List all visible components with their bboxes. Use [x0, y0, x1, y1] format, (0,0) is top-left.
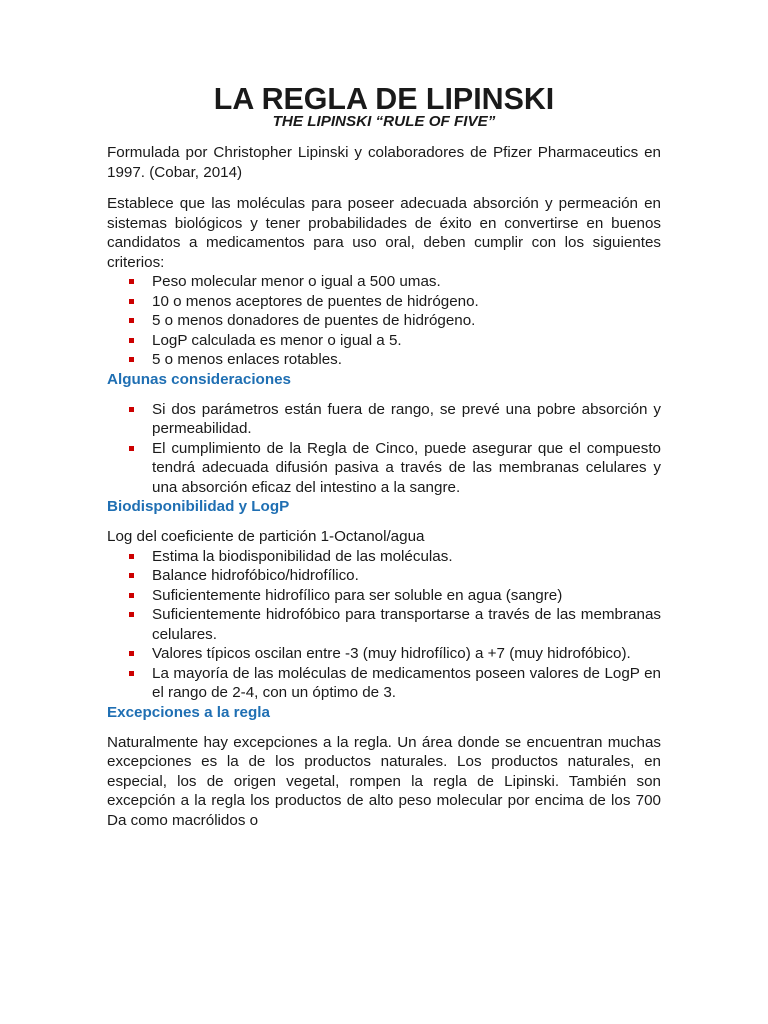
square-bullet-icon: [129, 407, 134, 412]
excepciones-paragraph: Naturalmente hay excepciones a la regla. Un área donde se encuentran muchas excepciones es la de los productos naturales. Los productos naturales, en especial, los de origen vegetal, rompen la regla de Lipinski. También son excepción a la regla los productos de alto peso molecular por encima de los 700 Da como macrólidos o: [107, 733, 661, 829]
criteria-list: [107, 272, 661, 370]
consideraciones-list: [107, 400, 661, 498]
list-item-text: 10 o menos aceptores de puentes de hidrógeno.: [152, 292, 479, 310]
list-item: [107, 547, 661, 567]
logp-definition: Log del coeficiente de partición 1-Octanol/agua: [107, 528, 425, 545]
list-item: [107, 644, 661, 664]
list-item: [107, 331, 661, 351]
list-item-text: Balance hidrofóbico/hidrofílico.: [152, 567, 359, 584]
document-subtitle: THE LIPINSKI “RULE OF FIVE”: [272, 113, 496, 130]
list-item: [107, 350, 661, 370]
square-bullet-icon: [129, 612, 134, 617]
list-item-text: La mayoría de las moléculas de medicamentos poseen valores de LogP en el rango de 2-4, con un óptimo de 3.: [152, 664, 661, 701]
section-heading-biodisponibilidad: Biodisponibilidad y LogP: [107, 498, 290, 515]
list-item-text: Suficientemente hidrofílico para ser soluble en agua (sangre): [152, 586, 563, 604]
list-item-text: LogP calculada es menor o igual a 5.: [152, 331, 402, 349]
list-item: [107, 400, 661, 439]
criteria-intro-paragraph: Establece que las moléculas para poseer adecuada absorción y permeación en sistemas biológicos y tener probabilidades de éxito en convertirse en buenos candidatos a medicamentos para uso oral, deben cumplir con los siguientes criterios:: [107, 195, 661, 271]
square-bullet-icon: [129, 554, 134, 559]
list-item-text: Estima la biodisponibilidad de las moléculas.: [152, 547, 453, 565]
list-item-text: El cumplimiento de la Regla de Cinco, puede asegurar que el compuesto tendrá adecuada difusión pasiva a través de las membranas celulares y una absorción eficaz del intestino a la sangre.: [152, 439, 661, 496]
intro-paragraph: Formulada por Christopher Lipinski y colaboradores de Pfizer Pharmaceutics en 1997. (Cobar, 2014): [107, 144, 661, 181]
section-heading-excepciones: Excepciones a la regla: [107, 703, 270, 721]
section-heading-consideraciones: Algunas consideraciones: [107, 370, 291, 388]
list-item-text: Suficientemente hidrofóbico para transportarse a través de las membranas celulares.: [152, 606, 661, 643]
list-item: [107, 292, 661, 312]
list-item: [107, 586, 661, 606]
square-bullet-icon: [129, 318, 134, 323]
list-item-text: Valores típicos oscilan entre -3 (muy hidrofílico) a +7 (muy hidrofóbico).: [152, 645, 631, 662]
square-bullet-icon: [129, 338, 134, 343]
list-item-text: Si dos parámetros están fuera de rango, se prevé una pobre absorción y permeabilidad.: [152, 400, 661, 437]
square-bullet-icon: [129, 671, 134, 676]
list-item: [107, 566, 661, 586]
list-item: [107, 605, 661, 644]
biodisponibilidad-list: [107, 547, 661, 703]
square-bullet-icon: [129, 573, 134, 578]
list-item-text: 5 o menos enlaces rotables.: [152, 351, 342, 368]
list-item: [107, 439, 661, 498]
square-bullet-icon: [129, 279, 134, 284]
list-item-text: Peso molecular menor o igual a 500 umas.: [152, 273, 441, 290]
square-bullet-icon: [129, 651, 134, 656]
square-bullet-icon: [129, 593, 134, 598]
square-bullet-icon: [129, 446, 134, 451]
square-bullet-icon: [129, 357, 134, 362]
list-item-text: 5 o menos donadores de puentes de hidrógeno.: [152, 312, 476, 329]
document-title: LA REGLA DE LIPINSKI: [213, 82, 555, 116]
square-bullet-icon: [129, 299, 134, 304]
list-item: [107, 311, 661, 331]
list-item: [107, 272, 661, 292]
document-page: [107, 82, 661, 830]
list-item: [107, 664, 661, 703]
